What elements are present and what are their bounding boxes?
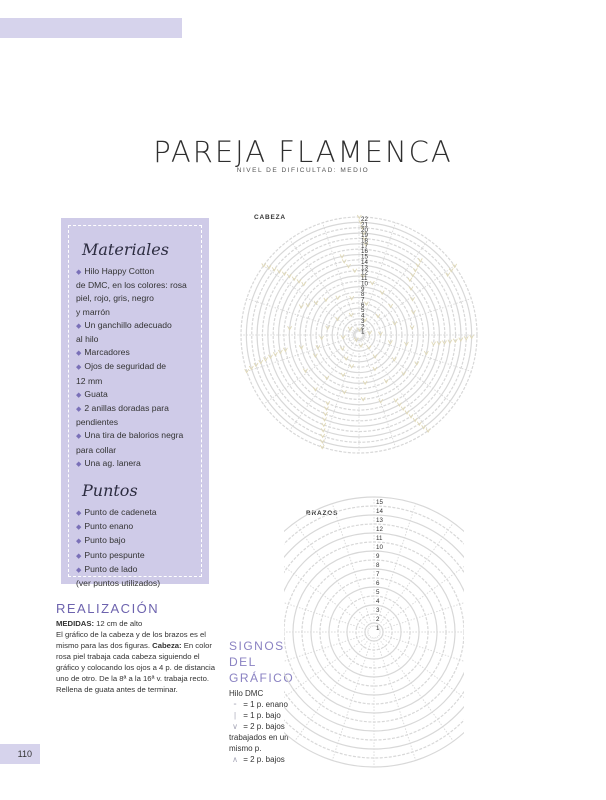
- list-item-text: Una tira de balorios negra: [84, 430, 184, 441]
- stitch-symbol-icon: ∧: [232, 755, 238, 764]
- legend-item-text: = 2 p. bajos trabajados en un mismo p.: [229, 722, 289, 753]
- spoke-line: [377, 636, 453, 741]
- list-item: [76, 520, 195, 534]
- diamond-bullet-icon: ◆: [76, 350, 82, 358]
- increase-mark: [348, 327, 352, 331]
- legend-item-text: = 1 p. bajo: [241, 711, 281, 720]
- round-number-label: 11: [361, 275, 368, 283]
- round-number-label: 10: [376, 543, 383, 551]
- list-item: [76, 292, 195, 305]
- spoke-line: [264, 266, 357, 333]
- list-item: [76, 444, 195, 457]
- list-item: [76, 429, 195, 443]
- round-number-label: 13: [376, 516, 383, 524]
- puntos-list: [76, 506, 195, 590]
- round-number-label: 18: [361, 237, 368, 245]
- round-number-label: 16: [361, 248, 368, 256]
- diamond-bullet-icon: ◆: [76, 552, 82, 560]
- spoke-line: [379, 590, 464, 630]
- round-number-label: 5: [361, 307, 365, 315]
- list-item: [76, 388, 195, 402]
- round-number-label: 11: [376, 534, 383, 542]
- materials-list: [76, 265, 195, 471]
- realizacion-p2: En color rosa piel trabaja cada cabeza siguiendo el gráfico y colocando los ojos a 4 p. de distancia uno de otro. De la 8ª a la 16ª v. trabaja recto. Rellena de guata antes de terminar.: [56, 641, 215, 694]
- cabeza-chart-label: CABEZA: [254, 214, 286, 221]
- round-number-label: 9: [361, 285, 365, 293]
- list-item: [76, 360, 195, 374]
- spoke-line: [361, 338, 428, 431]
- spoke-line: [284, 590, 369, 630]
- list-item-text: (ver puntos utilizados): [76, 578, 161, 589]
- round-number-label: 6: [361, 301, 365, 309]
- signos-heading-line: GRÁFICO: [229, 671, 295, 685]
- list-item-text: Ojos de seguridad de: [84, 361, 167, 372]
- list-item: [76, 549, 195, 563]
- round-number-label: 8: [376, 561, 380, 569]
- spoke-line: [362, 266, 455, 333]
- list-item-text: Punto bajo: [84, 535, 126, 546]
- stitch-symbol-icon: ∨: [232, 722, 238, 731]
- round-number-label: 7: [361, 296, 365, 304]
- round-number-label: 3: [361, 317, 365, 325]
- realizacion-heading: REALIZACIÓN: [56, 601, 160, 616]
- difficulty-subtitle: NIVEL DE DIFICULTAD: MEDIO: [236, 167, 370, 174]
- spoke-line: [332, 504, 372, 627]
- spoke-line: [290, 240, 357, 333]
- page-number: 110: [0, 744, 40, 764]
- list-item-text: Punto de cadeneta: [84, 507, 157, 518]
- list-item: [76, 577, 195, 590]
- round-ring: [257, 233, 461, 437]
- stitch-symbol-icon: ⁃: [233, 700, 237, 709]
- materials-dashed-frame: [68, 225, 202, 589]
- list-item: [76, 375, 195, 388]
- round-ring: [338, 314, 381, 357]
- diamond-bullet-icon: ◆: [76, 391, 82, 399]
- spoke-line: [377, 523, 453, 628]
- stitch-symbol-icon: |: [233, 711, 237, 720]
- round-number-label: 19: [361, 232, 368, 240]
- spoke-line: [284, 634, 369, 674]
- list-item-text: Guata: [84, 388, 108, 399]
- diamond-bullet-icon: ◆: [76, 460, 82, 468]
- round-number-label: 3: [376, 606, 380, 614]
- list-item: [76, 279, 195, 292]
- list-item-text: Punto pespunte: [84, 549, 145, 560]
- round-number-label: 13: [361, 264, 368, 272]
- list-item-text: 2 anillas doradas para: [84, 403, 169, 414]
- list-item: [76, 346, 195, 360]
- diamond-bullet-icon: ◆: [76, 322, 82, 330]
- list-item-text: Hilo Happy Cotton: [84, 266, 155, 276]
- signos-heading-line: DEL: [229, 655, 257, 669]
- round-number-label: 1: [361, 328, 365, 336]
- spoke-line: [264, 337, 357, 404]
- list-item-text: 12 mm: [76, 375, 103, 386]
- list-item: [76, 319, 195, 333]
- list-item: [76, 506, 195, 520]
- list-item-text: piel, rojo, gris, negro: [76, 293, 154, 304]
- spoke-line: [376, 637, 416, 760]
- spoke-line: [295, 636, 371, 741]
- round-number-label: 12: [361, 269, 368, 277]
- round-number-label: 4: [361, 312, 365, 320]
- round-number-label: 15: [376, 498, 383, 506]
- round-ring: [311, 569, 437, 695]
- spoke-line: [379, 634, 464, 674]
- list-item-text: Punto enano: [84, 521, 134, 532]
- round-number-label: 5: [376, 588, 380, 596]
- diamond-bullet-icon: ◆: [76, 364, 82, 372]
- list-item: [76, 265, 195, 279]
- round-number-label: 7: [376, 570, 380, 578]
- list-item-text: Una ag. lanera: [84, 457, 141, 468]
- list-item-text: al hilo: [76, 334, 99, 345]
- hilo-label: Hilo DMC: [229, 689, 264, 698]
- round-ring: [329, 587, 419, 677]
- list-item: [76, 534, 195, 548]
- list-item-text: Marcadores: [84, 347, 130, 358]
- legend-item-text: = 1 p. enano: [241, 700, 288, 709]
- medidas-label: MEDIDAS:: [56, 619, 95, 628]
- list-item-text: de DMC, en los colores: rosa: [76, 280, 187, 291]
- list-item-text: para collar: [76, 444, 117, 455]
- round-number-label: 17: [361, 242, 368, 250]
- round-number-label: 12: [376, 525, 383, 533]
- round-number-label: 2: [376, 615, 380, 623]
- round-number-label: 2: [361, 323, 365, 331]
- round-ring: [273, 249, 445, 421]
- round-number-label: 21: [361, 221, 368, 229]
- spoke-line: [290, 338, 357, 431]
- round-ring: [320, 578, 428, 686]
- cabeza-label: Cabeza:: [152, 641, 182, 650]
- realizacion-p1: El gráfico de la cabeza y de los brazos es el mismo para las dos figuras.: [56, 630, 206, 650]
- brazos-crochet-diagram: [284, 492, 464, 782]
- diamond-bullet-icon: ◆: [76, 433, 82, 441]
- diamond-bullet-icon: ◆: [76, 269, 82, 276]
- medidas-value: 12 cm de alto: [94, 619, 143, 628]
- round-number-label: 20: [361, 226, 368, 234]
- list-item: [76, 333, 195, 346]
- round-number-label: 10: [361, 280, 368, 288]
- round-ring: [300, 276, 418, 394]
- diamond-bullet-icon: ◆: [76, 406, 82, 414]
- spoke-line: [332, 637, 372, 760]
- round-number-label: 1: [376, 624, 380, 632]
- puntos-heading: Puntos: [82, 481, 138, 501]
- diamond-bullet-icon: ◆: [76, 538, 82, 546]
- round-number-label: 9: [376, 552, 380, 560]
- diamond-bullet-icon: ◆: [76, 510, 82, 518]
- round-number-label: 14: [361, 258, 368, 266]
- legend-item-text: = 2 p. bajos: [241, 755, 285, 764]
- list-item-text: Un ganchillo adecuado: [84, 319, 172, 330]
- list-item: [76, 416, 195, 429]
- round-number-label: 4: [376, 597, 380, 605]
- signos-heading-line: SIGNOS: [229, 639, 285, 653]
- round-number-label: 22: [361, 216, 368, 224]
- diamond-bullet-icon: ◆: [76, 566, 82, 574]
- realizacion-text: [56, 618, 216, 695]
- top-decorative-bar: [0, 18, 182, 38]
- cabeza-crochet-diagram: [234, 213, 488, 457]
- list-item: [76, 306, 195, 319]
- round-ring: [279, 255, 440, 416]
- spoke-line: [361, 240, 428, 333]
- spoke-line: [362, 337, 455, 404]
- list-item-text: Punto de lado: [84, 563, 138, 574]
- round-number-label: 6: [376, 579, 380, 587]
- round-ring: [295, 271, 424, 400]
- round-number-label: 14: [376, 507, 383, 515]
- list-item: [76, 402, 195, 416]
- list-item: [76, 457, 195, 471]
- round-number-label: 15: [361, 253, 368, 261]
- diamond-bullet-icon: ◆: [76, 524, 82, 532]
- round-ring: [338, 596, 410, 668]
- list-item-text: y marrón: [76, 306, 110, 317]
- list-item-text: pendientes: [76, 417, 119, 428]
- list-item: [76, 563, 195, 577]
- spoke-line: [295, 523, 371, 628]
- round-number-label: 8: [361, 291, 365, 299]
- increase-mark: [350, 364, 354, 368]
- brazos-chart-label: BRAZOS: [306, 510, 339, 517]
- materials-box: [61, 218, 209, 589]
- materials-heading: Materiales: [82, 240, 169, 259]
- page-title: PAREJA FLAMENCA: [153, 135, 453, 169]
